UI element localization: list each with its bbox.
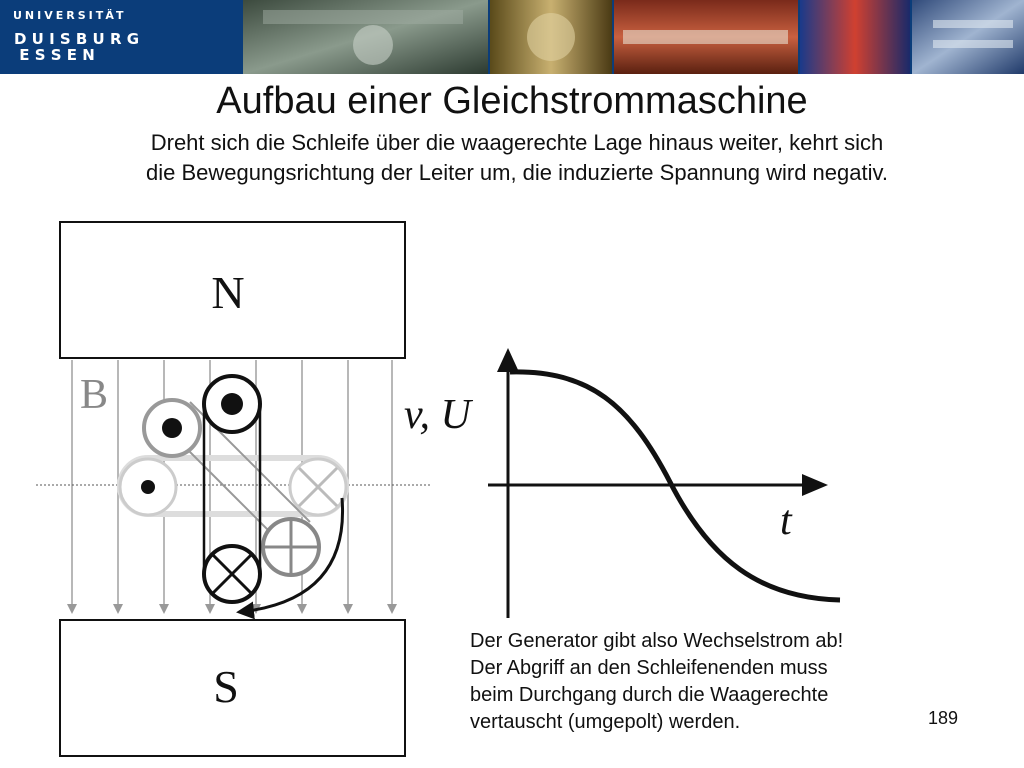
graph-y-axis-arrow [497,348,519,372]
magnet-south-label: S [213,661,239,712]
loop-vertical-position [204,376,260,602]
magnet-north-label: N [211,267,245,318]
university-logo [0,0,243,74]
caption-text [470,628,990,736]
graph-y-axis-label: v, U [404,392,471,438]
graph-x-axis-label: t [780,498,792,544]
slide-subtitle [22,128,1012,188]
subtitle-line-1: Dreht sich die Schleife über die waagerechte Lage hinaus weiter, kehrt sich [150,130,884,155]
caption-line-1: Der Generator gibt also Wechselstrom ab! [470,630,844,652]
logo-university-text: UNIVERSITÄT [13,9,127,22]
caption-line-3: beim Durchgang durch die Waagerechte [470,684,829,706]
header-photo-strip [243,0,1024,74]
field-label: B [80,372,109,418]
subtitle-line-2: die Bewegungsrichtung der Leiter um, die induzierte Spannung wird negativ. [146,160,888,185]
logo-duisburg-text: D U I S B U R G [14,30,140,48]
loop-horizontal-position [120,458,346,515]
caption-line-4: vertauscht (umgepolt) werden. [470,711,741,733]
slide-title: Aufbau einer Gleichstrommaschine [216,80,808,122]
caption-line-2: Der Abgriff an den Schleifenenden muss [470,657,828,679]
voltage-graph [404,348,840,618]
logo-essen-text: E S S E N [14,46,95,64]
header-banner [0,0,1024,74]
page-number: 189 [928,708,959,728]
graph-x-axis-arrow [802,474,828,496]
